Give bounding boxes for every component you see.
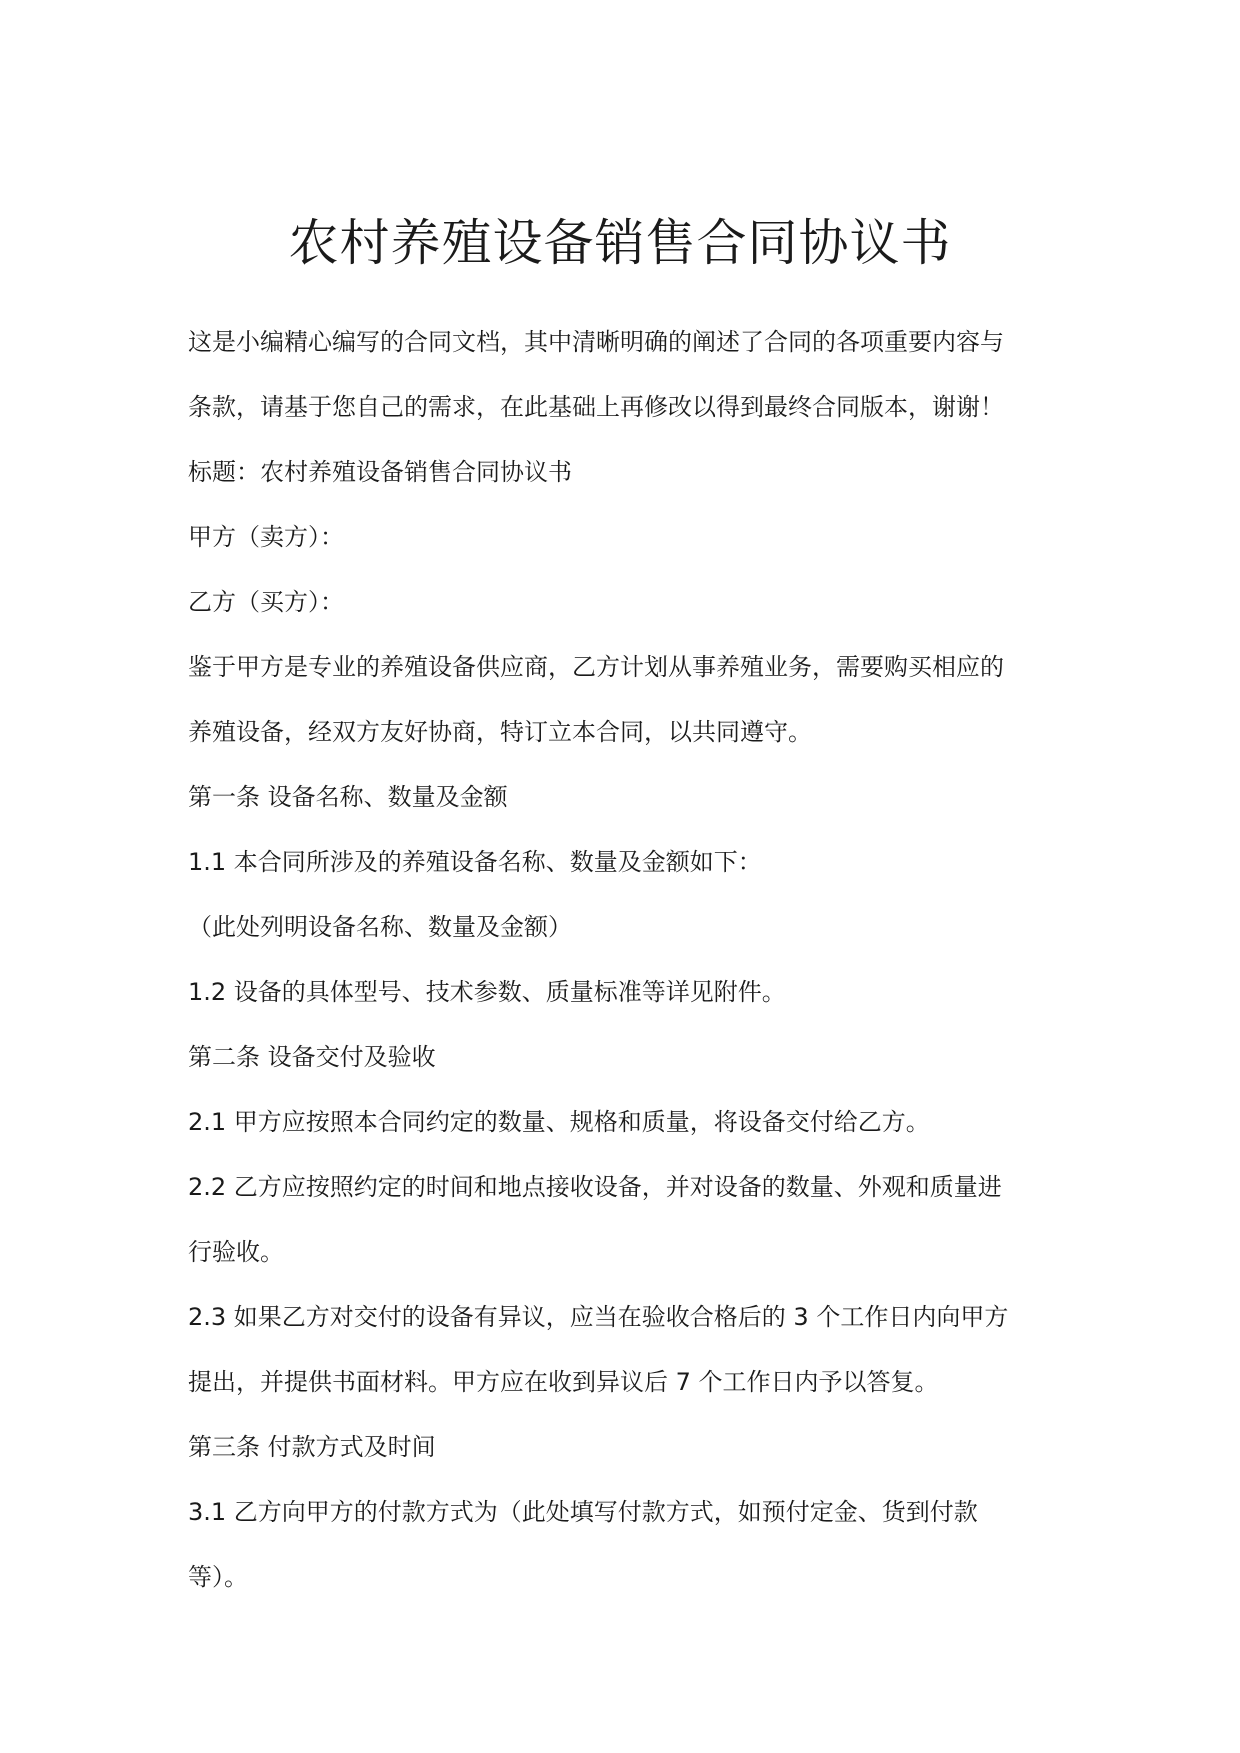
clause-2-2-line-2: 行验收。 (188, 1238, 284, 1266)
clause-3-1-line-1: 3.1 乙方向甲方的付款方式为（此处填写付款方式，如预付定金、货到付款 (188, 1498, 978, 1526)
document-title: 农村养殖设备销售合同协议书 (288, 214, 952, 272)
clause-2-2-line-1: 2.2 乙方应按照约定的时间和地点接收设备，并对设备的数量、外观和质量进 (188, 1173, 1002, 1201)
clause-3-1-line-2: 等）。 (188, 1563, 248, 1591)
preamble-line-2: 养殖设备，经双方友好协商，特订立本合同，以共同遵守。 (188, 718, 812, 746)
party-a-line: 甲方（卖方）： (188, 523, 344, 551)
party-b-line: 乙方（买方）： (188, 588, 344, 616)
clause-2-1: 2.1 甲方应按照本合同约定的数量、规格和质量，将设备交付给乙方。 (188, 1108, 930, 1136)
article-2-heading: 第二条 设备交付及验收 (188, 1043, 436, 1071)
clause-1-1-note: （此处列明设备名称、数量及金额） (188, 913, 572, 941)
article-3-heading: 第三条 付款方式及时间 (188, 1433, 436, 1461)
intro-line-1: 这是小编精心编写的合同文档，其中清晰明确的阐述了合同的各项重要内容与 (188, 328, 1004, 356)
clause-1-2: 1.2 设备的具体型号、技术参数、质量标准等详见附件。 (188, 978, 786, 1006)
article-1-heading: 第一条 设备名称、数量及金额 (188, 783, 508, 811)
intro-line-2: 条款，请基于您自己的需求，在此基础上再修改以得到最终合同版本，谢谢！ (188, 393, 1004, 421)
preamble-line-1: 鉴于甲方是专业的养殖设备供应商，乙方计划从事养殖业务，需要购买相应的 (188, 653, 1004, 681)
subject-line: 标题：农村养殖设备销售合同协议书 (188, 458, 572, 486)
document-body (188, 310, 1068, 1610)
clause-1-1: 1.1 本合同所涉及的养殖设备名称、数量及金额如下： (188, 848, 762, 876)
clause-2-3-line-2: 提出，并提供书面材料。甲方应在收到异议后 7 个工作日内予以答复。 (188, 1368, 939, 1396)
clause-2-3-line-1: 2.3 如果乙方对交付的设备有异议，应当在验收合格后的 3 个工作日内向甲方 (188, 1303, 1009, 1331)
